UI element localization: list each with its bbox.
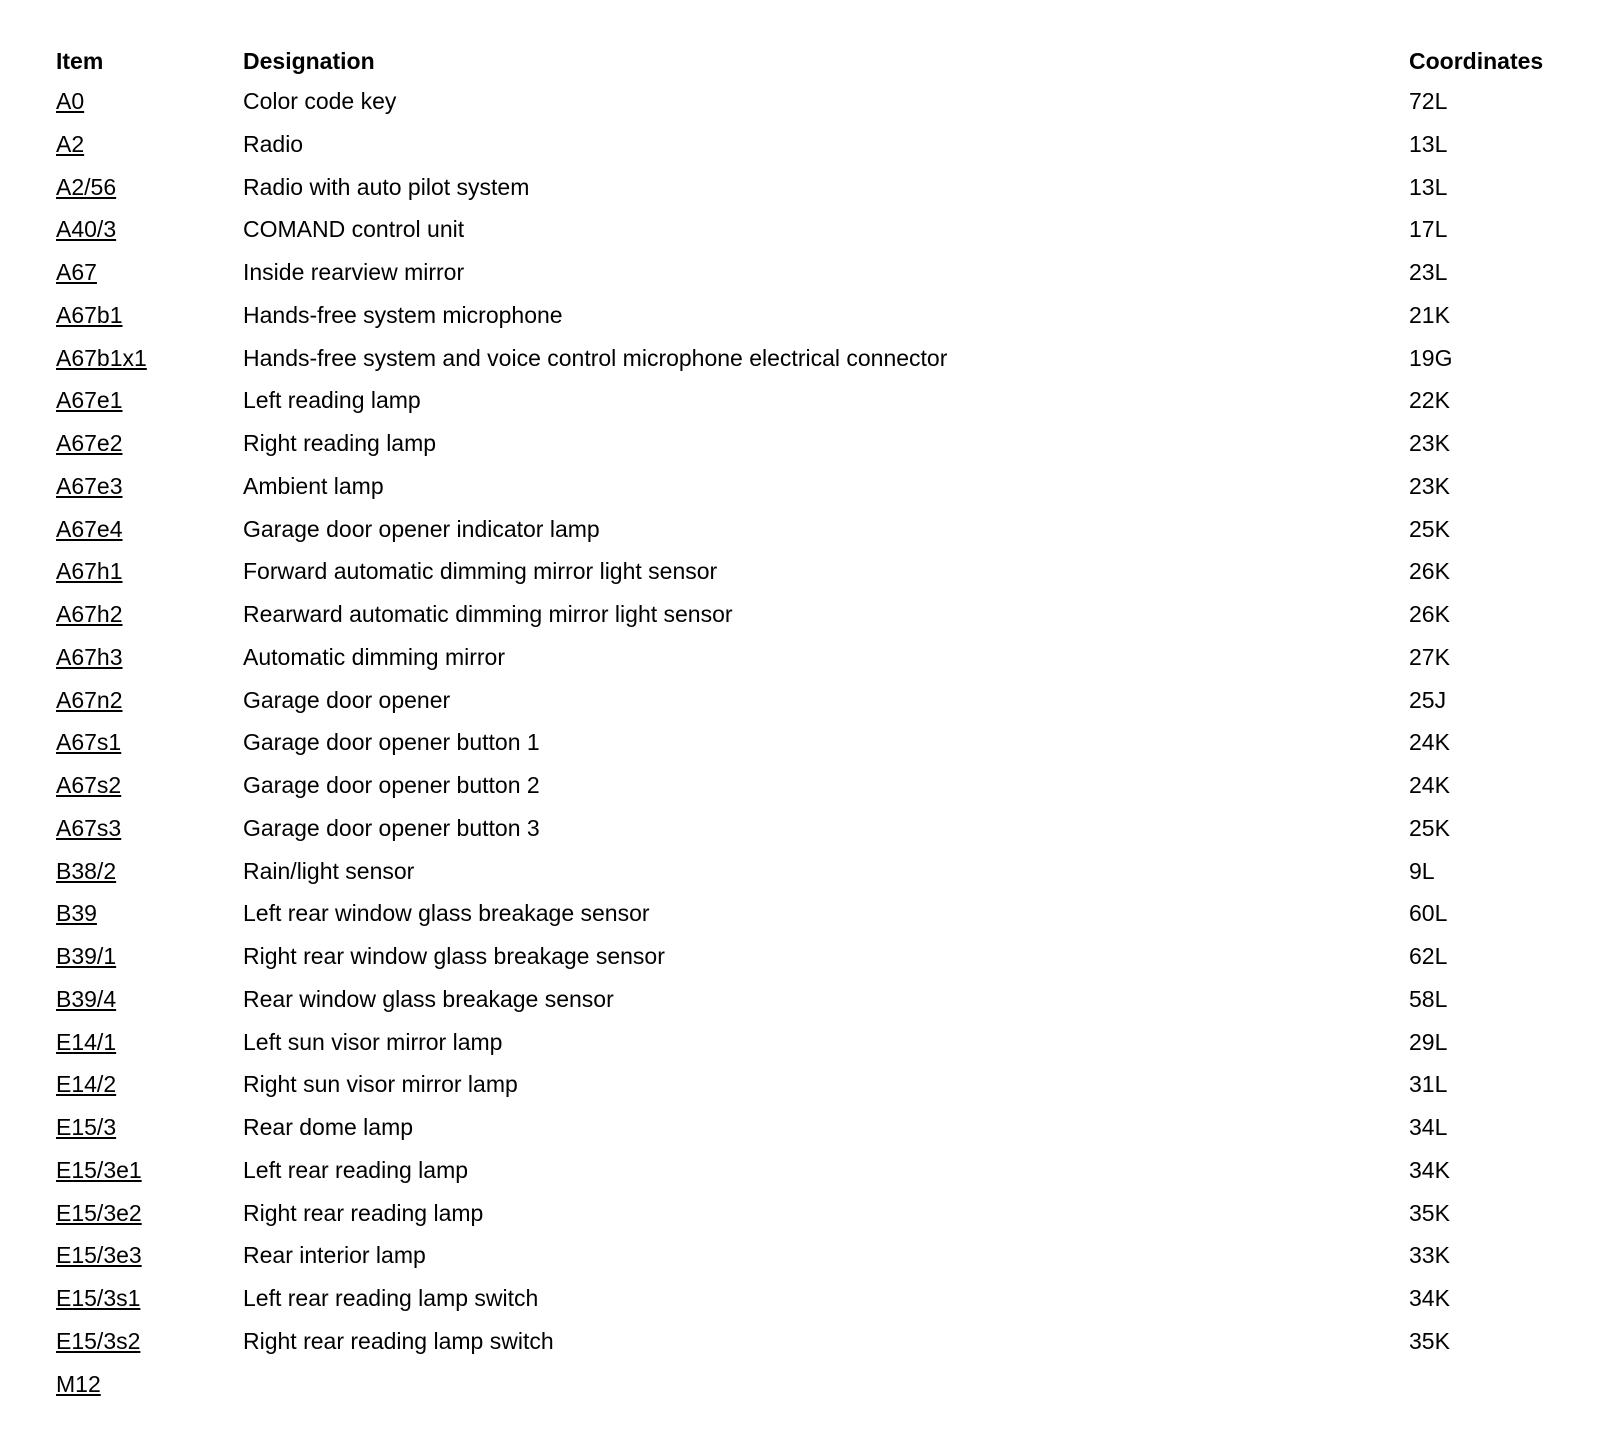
table-row <box>56 300 1566 343</box>
designation-cell: Garage door opener button 3 <box>243 814 540 841</box>
coordinates-cell: 25K <box>1409 814 1450 841</box>
coordinates-cell: 34K <box>1409 1156 1450 1183</box>
designation-cell: Hands-free system microphone <box>243 301 563 328</box>
designation-cell: Garage door opener button 1 <box>243 729 540 756</box>
designation-cell: Radio <box>243 130 304 157</box>
designation-cell: Inside rearview mirror <box>243 259 465 285</box>
table-row <box>56 86 1566 129</box>
table-row <box>56 471 1566 514</box>
designation-cell: Hands-free system and voice control microphone electrical connector <box>243 344 948 371</box>
item-link[interactable]: B39/4 <box>56 985 117 1012</box>
item-link[interactable]: M12 <box>56 1370 101 1397</box>
table-row <box>56 1369 1566 1412</box>
coordinates-cell: 27K <box>1409 643 1450 670</box>
coordinates-cell: 26K <box>1409 601 1450 627</box>
table-row <box>56 1198 1566 1241</box>
table-body <box>56 86 1566 1411</box>
coordinates-cell: 33K <box>1409 1242 1450 1269</box>
item-link[interactable]: A67h2 <box>56 601 123 627</box>
coordinates-cell: 13L <box>1409 130 1448 157</box>
designation-cell: Right rear reading lamp <box>243 1199 484 1226</box>
table-row <box>56 129 1566 172</box>
designation-cell: Left sun visor mirror lamp <box>243 1028 503 1055</box>
designation-cell: Rear window glass breakage sensor <box>243 985 614 1012</box>
designation-cell: Radio with auto pilot system <box>243 173 530 200</box>
item-link[interactable]: B38/2 <box>56 857 117 884</box>
coordinates-cell: 34L <box>1409 1114 1448 1140</box>
designation-cell: Rearward automatic dimming mirror light sensor <box>243 601 733 627</box>
table-row <box>56 385 1566 428</box>
table-row <box>56 214 1566 257</box>
item-link[interactable]: E14/2 <box>56 1071 117 1098</box>
designation-cell: Rain/light sensor <box>243 857 415 884</box>
table-row <box>56 941 1566 984</box>
item-link[interactable]: E15/3e1 <box>56 1156 142 1183</box>
table-row <box>56 1283 1566 1326</box>
coordinates-cell: 21K <box>1409 301 1450 328</box>
header-item: Item <box>56 48 104 74</box>
designation-cell: Right reading lamp <box>243 430 437 456</box>
coordinates-cell: 26K <box>1409 558 1450 585</box>
table-row <box>56 642 1566 685</box>
coordinates-cell: 62L <box>1409 943 1448 969</box>
coordinates-cell: 25K <box>1409 515 1450 542</box>
table-header-row <box>56 46 1566 86</box>
coordinates-cell: 60L <box>1409 900 1448 927</box>
coordinates-cell: 17L <box>1409 216 1448 243</box>
item-link[interactable]: B39/1 <box>56 943 117 969</box>
header-designation: Designation <box>243 48 375 74</box>
coordinates-cell: 23K <box>1409 472 1450 499</box>
table-row <box>56 428 1566 471</box>
coordinates-cell: 13L <box>1409 173 1448 200</box>
table-row <box>56 257 1566 300</box>
designation-cell: Left rear reading lamp switch <box>243 1285 539 1311</box>
coordinates-cell: 58L <box>1409 985 1448 1012</box>
table-row <box>56 172 1566 215</box>
item-link[interactable]: E15/3e3 <box>56 1242 142 1269</box>
item-link[interactable]: B39 <box>56 900 97 927</box>
item-link[interactable]: A2/56 <box>56 173 117 200</box>
coordinates-cell: 9L <box>1409 857 1435 884</box>
item-link[interactable]: A67e3 <box>56 472 123 499</box>
table-row <box>56 727 1566 770</box>
table-row <box>56 1240 1566 1283</box>
table-row <box>56 770 1566 813</box>
item-link[interactable]: E15/3 <box>56 1114 117 1140</box>
table-row <box>56 1155 1566 1198</box>
coordinates-cell: 24K <box>1409 729 1450 756</box>
item-link[interactable]: E14/1 <box>56 1028 117 1055</box>
table-row <box>56 599 1566 642</box>
table-row <box>56 813 1566 856</box>
coordinates-cell: 24K <box>1409 772 1450 798</box>
table-row <box>56 685 1566 728</box>
item-link[interactable]: A67s3 <box>56 814 122 841</box>
designation-cell: Right sun visor mirror lamp <box>243 1071 518 1098</box>
coordinates-cell: 25J <box>1409 686 1447 713</box>
table-row <box>56 1069 1566 1112</box>
coordinates-cell: 31L <box>1409 1071 1448 1098</box>
item-link[interactable]: A67s1 <box>56 729 122 756</box>
item-link[interactable]: A67e4 <box>56 515 123 542</box>
coordinates-cell: 23L <box>1409 259 1448 285</box>
table-row <box>56 1112 1566 1155</box>
coordinates-cell: 19G <box>1409 344 1453 371</box>
coordinates-cell: 35K <box>1409 1327 1450 1354</box>
item-link[interactable]: E15/3s2 <box>56 1327 141 1354</box>
table-row <box>56 514 1566 557</box>
table-row <box>56 1326 1566 1369</box>
designation-cell: Forward automatic dimming mirror light sensor <box>243 558 718 585</box>
item-link[interactable]: A67b1 <box>56 301 123 328</box>
designation-cell: Left rear window glass breakage sensor <box>243 900 650 927</box>
table-row <box>56 984 1566 1027</box>
item-link[interactable]: A67s2 <box>56 772 122 798</box>
item-link[interactable]: E15/3e2 <box>56 1199 142 1226</box>
coordinates-cell: 23K <box>1409 430 1450 456</box>
item-link[interactable]: A2 <box>56 130 85 157</box>
item-link[interactable]: A67e1 <box>56 387 123 414</box>
designation-cell: Garage door opener <box>243 686 451 713</box>
designation-cell: Ambient lamp <box>243 472 384 499</box>
item-link[interactable]: A67 <box>56 259 97 285</box>
table-row <box>56 343 1566 386</box>
item-link[interactable]: A67n2 <box>56 686 123 713</box>
item-link[interactable]: A0 <box>56 88 85 114</box>
designation-cell: Rear dome lamp <box>243 1114 414 1140</box>
coordinates-cell: 22K <box>1409 387 1450 414</box>
coordinates-cell: 29L <box>1409 1028 1448 1055</box>
designation-cell: Garage door opener indicator lamp <box>243 515 600 542</box>
item-link[interactable]: A40/3 <box>56 216 117 243</box>
coordinates-cell: 34K <box>1409 1285 1450 1311</box>
designation-cell: Left reading lamp <box>243 387 421 414</box>
header-coordinates: Coordinates <box>1409 48 1544 74</box>
item-link[interactable]: A67h1 <box>56 558 123 585</box>
designation-cell: Right rear window glass breakage sensor <box>243 943 665 969</box>
table-row <box>56 1027 1566 1070</box>
item-link[interactable]: A67e2 <box>56 430 123 456</box>
table-row <box>56 856 1566 899</box>
component-legend-table <box>56 46 1566 1411</box>
designation-cell: Automatic dimming mirror <box>243 643 505 670</box>
item-link[interactable]: E15/3s1 <box>56 1285 141 1311</box>
coordinates-cell: 72L <box>1409 88 1448 114</box>
designation-cell: Garage door opener button 2 <box>243 772 540 798</box>
designation-cell: Rear interior lamp <box>243 1242 426 1269</box>
item-link[interactable]: A67h3 <box>56 643 123 670</box>
coordinates-cell: 35K <box>1409 1199 1450 1226</box>
designation-cell: Left rear reading lamp <box>243 1156 469 1183</box>
designation-cell: Right rear reading lamp switch <box>243 1327 554 1354</box>
designation-cell: Color code key <box>243 88 397 114</box>
table-row <box>56 898 1566 941</box>
designation-cell: COMAND control unit <box>243 216 465 243</box>
item-link[interactable]: A67b1x1 <box>56 344 147 371</box>
table-row <box>56 556 1566 599</box>
